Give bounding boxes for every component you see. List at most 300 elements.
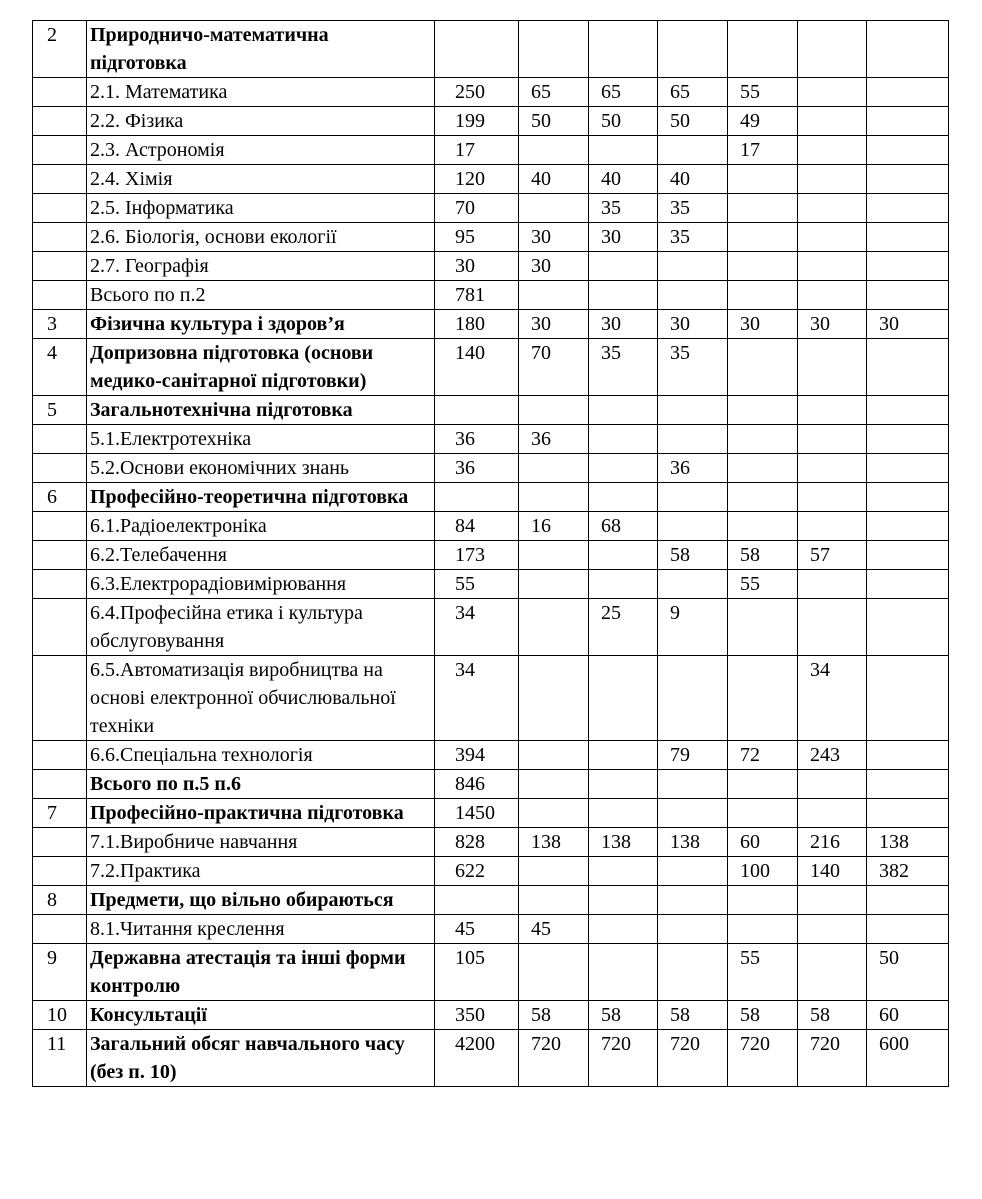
course-hours-cell (798, 512, 867, 541)
row-number-cell (33, 857, 87, 886)
course-hours-cell (867, 599, 949, 656)
subject-name-cell: 2.7. Географія (87, 252, 435, 281)
course-hours-cell (867, 770, 949, 799)
subject-name-cell: Державна атестація та інші форми контролю (87, 944, 435, 1001)
course-hours-cell: 30 (867, 310, 949, 339)
course-hours-cell: 35 (658, 223, 728, 252)
total-hours-cell (435, 396, 519, 425)
row-number-cell (33, 136, 87, 165)
course-hours-cell (519, 944, 589, 1001)
table-row (33, 828, 949, 857)
course-hours-cell (589, 21, 658, 78)
subject-name-cell: Всього по п.5 п.6 (87, 770, 435, 799)
table-row (33, 21, 949, 78)
course-hours-cell: 58 (728, 541, 798, 570)
subject-name-cell: 6.4.Професійна етика і культура обслуговування (87, 599, 435, 656)
row-number-cell: 7 (33, 799, 87, 828)
course-hours-cell (728, 483, 798, 512)
course-hours-cell: 58 (728, 1001, 798, 1030)
course-hours-cell (798, 396, 867, 425)
course-hours-cell (519, 857, 589, 886)
course-hours-cell (867, 570, 949, 599)
course-hours-cell (867, 165, 949, 194)
course-hours-cell (798, 136, 867, 165)
course-hours-cell (728, 770, 798, 799)
course-hours-cell: 35 (589, 339, 658, 396)
course-hours-cell (798, 570, 867, 599)
row-number-cell: 11 (33, 1030, 87, 1087)
table-row (33, 339, 949, 396)
course-hours-cell (658, 281, 728, 310)
course-hours-cell (728, 339, 798, 396)
course-hours-cell (519, 194, 589, 223)
course-hours-cell (589, 483, 658, 512)
table-row (33, 1030, 949, 1087)
course-hours-cell (867, 741, 949, 770)
course-hours-cell: 25 (589, 599, 658, 656)
course-hours-cell: 55 (728, 570, 798, 599)
course-hours-cell (658, 483, 728, 512)
subject-name-cell: 2.2. Фізика (87, 107, 435, 136)
course-hours-cell (728, 165, 798, 194)
course-hours-cell: 243 (798, 741, 867, 770)
course-hours-cell (589, 857, 658, 886)
course-hours-cell (658, 425, 728, 454)
table-row (33, 165, 949, 194)
course-hours-cell (798, 483, 867, 512)
course-hours-cell (798, 425, 867, 454)
row-number-cell (33, 656, 87, 741)
course-hours-cell: 35 (658, 339, 728, 396)
table-row (33, 915, 949, 944)
total-hours-cell (435, 886, 519, 915)
total-hours-cell: 828 (435, 828, 519, 857)
row-number-cell (33, 828, 87, 857)
course-hours-cell (519, 570, 589, 599)
course-hours-cell (798, 107, 867, 136)
course-hours-cell: 138 (867, 828, 949, 857)
subject-name-cell: 5.2.Основи економічних знань (87, 454, 435, 483)
subject-name-cell: 7.2.Практика (87, 857, 435, 886)
course-hours-cell: 58 (658, 541, 728, 570)
total-hours-cell: 120 (435, 165, 519, 194)
subject-name-cell: Природничо-математична підготовка (87, 21, 435, 78)
course-hours-cell (589, 656, 658, 741)
course-hours-cell (798, 165, 867, 194)
course-hours-cell (867, 483, 949, 512)
course-hours-cell: 50 (519, 107, 589, 136)
subject-name-cell: Загальний обсяг навчального часу (без п. 10) (87, 1030, 435, 1087)
subject-name-cell: Професійно-теоретична підготовка (87, 483, 435, 512)
course-hours-cell: 382 (867, 857, 949, 886)
total-hours-cell: 199 (435, 107, 519, 136)
course-hours-cell (867, 425, 949, 454)
course-hours-cell (589, 541, 658, 570)
total-hours-cell: 4200 (435, 1030, 519, 1087)
course-hours-cell (589, 454, 658, 483)
course-hours-cell (798, 252, 867, 281)
course-hours-cell (867, 886, 949, 915)
row-number-cell: 3 (33, 310, 87, 339)
subject-name-cell: 6.5.Автоматизація виробництва на основі електронної обчислювальної техніки (87, 656, 435, 741)
course-hours-cell: 58 (589, 1001, 658, 1030)
course-hours-cell: 40 (658, 165, 728, 194)
table-row (33, 1001, 949, 1030)
course-hours-cell (798, 886, 867, 915)
total-hours-cell: 45 (435, 915, 519, 944)
course-hours-cell (728, 799, 798, 828)
table-row (33, 541, 949, 570)
course-hours-cell (728, 512, 798, 541)
course-hours-cell: 36 (658, 454, 728, 483)
course-hours-cell (519, 770, 589, 799)
total-hours-cell: 180 (435, 310, 519, 339)
course-hours-cell: 58 (519, 1001, 589, 1030)
row-number-cell (33, 599, 87, 656)
course-hours-cell: 720 (519, 1030, 589, 1087)
course-hours-cell: 79 (658, 741, 728, 770)
row-number-cell: 4 (33, 339, 87, 396)
course-hours-cell (728, 599, 798, 656)
course-hours-cell (658, 396, 728, 425)
subject-name-cell: 2.6. Біологія, основи екології (87, 223, 435, 252)
subject-name-cell: Всього по п.2 (87, 281, 435, 310)
total-hours-cell: 36 (435, 425, 519, 454)
total-hours-cell: 140 (435, 339, 519, 396)
subject-name-cell: 6.6.Спеціальна технологія (87, 741, 435, 770)
course-hours-cell: 40 (589, 165, 658, 194)
table-row (33, 512, 949, 541)
subject-name-cell: 6.3.Електрорадіовимірювання (87, 570, 435, 599)
course-hours-cell: 100 (728, 857, 798, 886)
course-hours-cell: 216 (798, 828, 867, 857)
total-hours-cell: 846 (435, 770, 519, 799)
course-hours-cell: 600 (867, 1030, 949, 1087)
course-hours-cell: 70 (519, 339, 589, 396)
row-number-cell (33, 107, 87, 136)
course-hours-cell (728, 223, 798, 252)
course-hours-cell: 30 (728, 310, 798, 339)
row-number-cell (33, 425, 87, 454)
course-hours-cell: 17 (728, 136, 798, 165)
course-hours-cell: 50 (589, 107, 658, 136)
subject-name-cell: 8.1.Читання креслення (87, 915, 435, 944)
course-hours-cell (658, 799, 728, 828)
total-hours-cell: 36 (435, 454, 519, 483)
total-hours-cell: 34 (435, 656, 519, 741)
row-number-cell (33, 281, 87, 310)
curriculum-table (32, 20, 949, 1087)
course-hours-cell: 65 (519, 78, 589, 107)
table-row (33, 944, 949, 1001)
course-hours-cell: 35 (589, 194, 658, 223)
course-hours-cell (589, 770, 658, 799)
course-hours-cell (798, 223, 867, 252)
course-hours-cell (589, 136, 658, 165)
course-hours-cell (867, 339, 949, 396)
course-hours-cell: 720 (589, 1030, 658, 1087)
subject-name-cell: 2.1. Математика (87, 78, 435, 107)
course-hours-cell (798, 78, 867, 107)
total-hours-cell: 394 (435, 741, 519, 770)
course-hours-cell (589, 570, 658, 599)
course-hours-cell (658, 857, 728, 886)
course-hours-cell (519, 21, 589, 78)
course-hours-cell (658, 512, 728, 541)
total-hours-cell: 1450 (435, 799, 519, 828)
table-row (33, 570, 949, 599)
course-hours-cell (519, 454, 589, 483)
course-hours-cell: 30 (519, 252, 589, 281)
course-hours-cell (519, 656, 589, 741)
course-hours-cell: 140 (798, 857, 867, 886)
course-hours-cell: 58 (658, 1001, 728, 1030)
course-hours-cell (728, 21, 798, 78)
course-hours-cell (728, 886, 798, 915)
course-hours-cell (519, 541, 589, 570)
table-row (33, 194, 949, 223)
course-hours-cell (867, 136, 949, 165)
row-number-cell: 5 (33, 396, 87, 425)
table-row (33, 770, 949, 799)
course-hours-cell (867, 21, 949, 78)
course-hours-cell (589, 799, 658, 828)
course-hours-cell (798, 915, 867, 944)
course-hours-cell: 40 (519, 165, 589, 194)
total-hours-cell: 781 (435, 281, 519, 310)
course-hours-cell (589, 281, 658, 310)
subject-name-cell: 7.1.Виробниче навчання (87, 828, 435, 857)
total-hours-cell: 105 (435, 944, 519, 1001)
table-row (33, 223, 949, 252)
table-row (33, 78, 949, 107)
course-hours-cell (519, 136, 589, 165)
row-number-cell: 8 (33, 886, 87, 915)
course-hours-cell (658, 915, 728, 944)
course-hours-cell (798, 944, 867, 1001)
total-hours-cell: 350 (435, 1001, 519, 1030)
course-hours-cell (728, 425, 798, 454)
row-number-cell: 9 (33, 944, 87, 1001)
course-hours-cell: 45 (519, 915, 589, 944)
course-hours-cell (728, 656, 798, 741)
course-hours-cell (867, 454, 949, 483)
subject-name-cell: Професійно-практична підготовка (87, 799, 435, 828)
course-hours-cell: 60 (867, 1001, 949, 1030)
course-hours-cell: 16 (519, 512, 589, 541)
row-number-cell: 2 (33, 21, 87, 78)
course-hours-cell (867, 252, 949, 281)
subject-name-cell: Предмети, що вільно обираються (87, 886, 435, 915)
course-hours-cell (728, 194, 798, 223)
course-hours-cell: 720 (798, 1030, 867, 1087)
course-hours-cell (589, 252, 658, 281)
row-number-cell (33, 165, 87, 194)
course-hours-cell (589, 886, 658, 915)
course-hours-cell: 720 (728, 1030, 798, 1087)
table-row (33, 483, 949, 512)
row-number-cell (33, 454, 87, 483)
course-hours-cell (798, 799, 867, 828)
subject-name-cell: 2.5. Інформатика (87, 194, 435, 223)
course-hours-cell (798, 194, 867, 223)
course-hours-cell (798, 281, 867, 310)
course-hours-cell (728, 281, 798, 310)
total-hours-cell (435, 21, 519, 78)
course-hours-cell (658, 252, 728, 281)
course-hours-cell: 68 (589, 512, 658, 541)
course-hours-cell (658, 656, 728, 741)
course-hours-cell (867, 107, 949, 136)
row-number-cell: 6 (33, 483, 87, 512)
course-hours-cell: 34 (798, 656, 867, 741)
row-number-cell (33, 512, 87, 541)
row-number-cell (33, 570, 87, 599)
row-number-cell (33, 741, 87, 770)
total-hours-cell: 95 (435, 223, 519, 252)
course-hours-cell (589, 944, 658, 1001)
total-hours-cell: 70 (435, 194, 519, 223)
course-hours-cell: 138 (658, 828, 728, 857)
course-hours-cell (728, 915, 798, 944)
row-number-cell (33, 541, 87, 570)
table-row (33, 425, 949, 454)
table-row (33, 886, 949, 915)
course-hours-cell (589, 425, 658, 454)
total-hours-cell (435, 483, 519, 512)
course-hours-cell (519, 281, 589, 310)
course-hours-cell (519, 483, 589, 512)
course-hours-cell (658, 944, 728, 1001)
total-hours-cell: 55 (435, 570, 519, 599)
table-row (33, 599, 949, 656)
table-row (33, 396, 949, 425)
course-hours-cell: 55 (728, 944, 798, 1001)
course-hours-cell: 49 (728, 107, 798, 136)
course-hours-cell (798, 21, 867, 78)
course-hours-cell: 30 (519, 310, 589, 339)
course-hours-cell: 65 (589, 78, 658, 107)
course-hours-cell (867, 78, 949, 107)
course-hours-cell: 30 (519, 223, 589, 252)
course-hours-cell (728, 396, 798, 425)
course-hours-cell: 58 (798, 1001, 867, 1030)
course-hours-cell (519, 741, 589, 770)
table-row (33, 857, 949, 886)
table-row (33, 310, 949, 339)
course-hours-cell (798, 770, 867, 799)
course-hours-cell (519, 396, 589, 425)
course-hours-cell (867, 223, 949, 252)
total-hours-cell: 34 (435, 599, 519, 656)
table-row (33, 454, 949, 483)
total-hours-cell: 17 (435, 136, 519, 165)
course-hours-cell (867, 512, 949, 541)
course-hours-cell (867, 281, 949, 310)
course-hours-cell: 72 (728, 741, 798, 770)
course-hours-cell (798, 339, 867, 396)
total-hours-cell: 622 (435, 857, 519, 886)
course-hours-cell (867, 915, 949, 944)
subject-name-cell: 2.3. Астрономія (87, 136, 435, 165)
row-number-cell (33, 915, 87, 944)
course-hours-cell: 50 (658, 107, 728, 136)
course-hours-cell (867, 656, 949, 741)
course-hours-cell: 138 (589, 828, 658, 857)
course-hours-cell: 57 (798, 541, 867, 570)
total-hours-cell: 250 (435, 78, 519, 107)
row-number-cell (33, 770, 87, 799)
course-hours-cell: 30 (589, 310, 658, 339)
course-hours-cell: 65 (658, 78, 728, 107)
subject-name-cell: 6.1.Радіоелектроніка (87, 512, 435, 541)
course-hours-cell: 30 (589, 223, 658, 252)
course-hours-cell: 35 (658, 194, 728, 223)
row-number-cell (33, 78, 87, 107)
course-hours-cell (658, 136, 728, 165)
table-body (33, 21, 949, 1087)
row-number-cell (33, 194, 87, 223)
course-hours-cell: 9 (658, 599, 728, 656)
subject-name-cell: 2.4. Хімія (87, 165, 435, 194)
course-hours-cell (728, 454, 798, 483)
course-hours-cell (658, 21, 728, 78)
course-hours-cell (867, 799, 949, 828)
table-row (33, 107, 949, 136)
course-hours-cell: 60 (728, 828, 798, 857)
course-hours-cell (728, 252, 798, 281)
total-hours-cell: 30 (435, 252, 519, 281)
row-number-cell: 10 (33, 1001, 87, 1030)
course-hours-cell (867, 194, 949, 223)
course-hours-cell (589, 915, 658, 944)
course-hours-cell (519, 799, 589, 828)
row-number-cell (33, 223, 87, 252)
course-hours-cell (658, 886, 728, 915)
course-hours-cell (519, 886, 589, 915)
total-hours-cell: 173 (435, 541, 519, 570)
course-hours-cell (658, 570, 728, 599)
course-hours-cell: 50 (867, 944, 949, 1001)
table-row (33, 252, 949, 281)
course-hours-cell: 720 (658, 1030, 728, 1087)
course-hours-cell (867, 396, 949, 425)
course-hours-cell (589, 741, 658, 770)
subject-name-cell: Загальнотехнічна підготовка (87, 396, 435, 425)
subject-name-cell: Фізична культура і здоров’я (87, 310, 435, 339)
course-hours-cell (798, 599, 867, 656)
course-hours-cell: 30 (658, 310, 728, 339)
table-row (33, 799, 949, 828)
table-row (33, 136, 949, 165)
subject-name-cell: 6.2.Телебачення (87, 541, 435, 570)
course-hours-cell: 138 (519, 828, 589, 857)
subject-name-cell: Допризовна підготовка (основи медико-санітарної підготовки) (87, 339, 435, 396)
table-row (33, 656, 949, 741)
table-row (33, 741, 949, 770)
course-hours-cell (867, 541, 949, 570)
course-hours-cell: 30 (798, 310, 867, 339)
table-row (33, 281, 949, 310)
course-hours-cell: 55 (728, 78, 798, 107)
row-number-cell (33, 252, 87, 281)
total-hours-cell: 84 (435, 512, 519, 541)
course-hours-cell (798, 454, 867, 483)
course-hours-cell (589, 396, 658, 425)
course-hours-cell (658, 770, 728, 799)
course-hours-cell: 36 (519, 425, 589, 454)
subject-name-cell: 5.1.Електротехніка (87, 425, 435, 454)
